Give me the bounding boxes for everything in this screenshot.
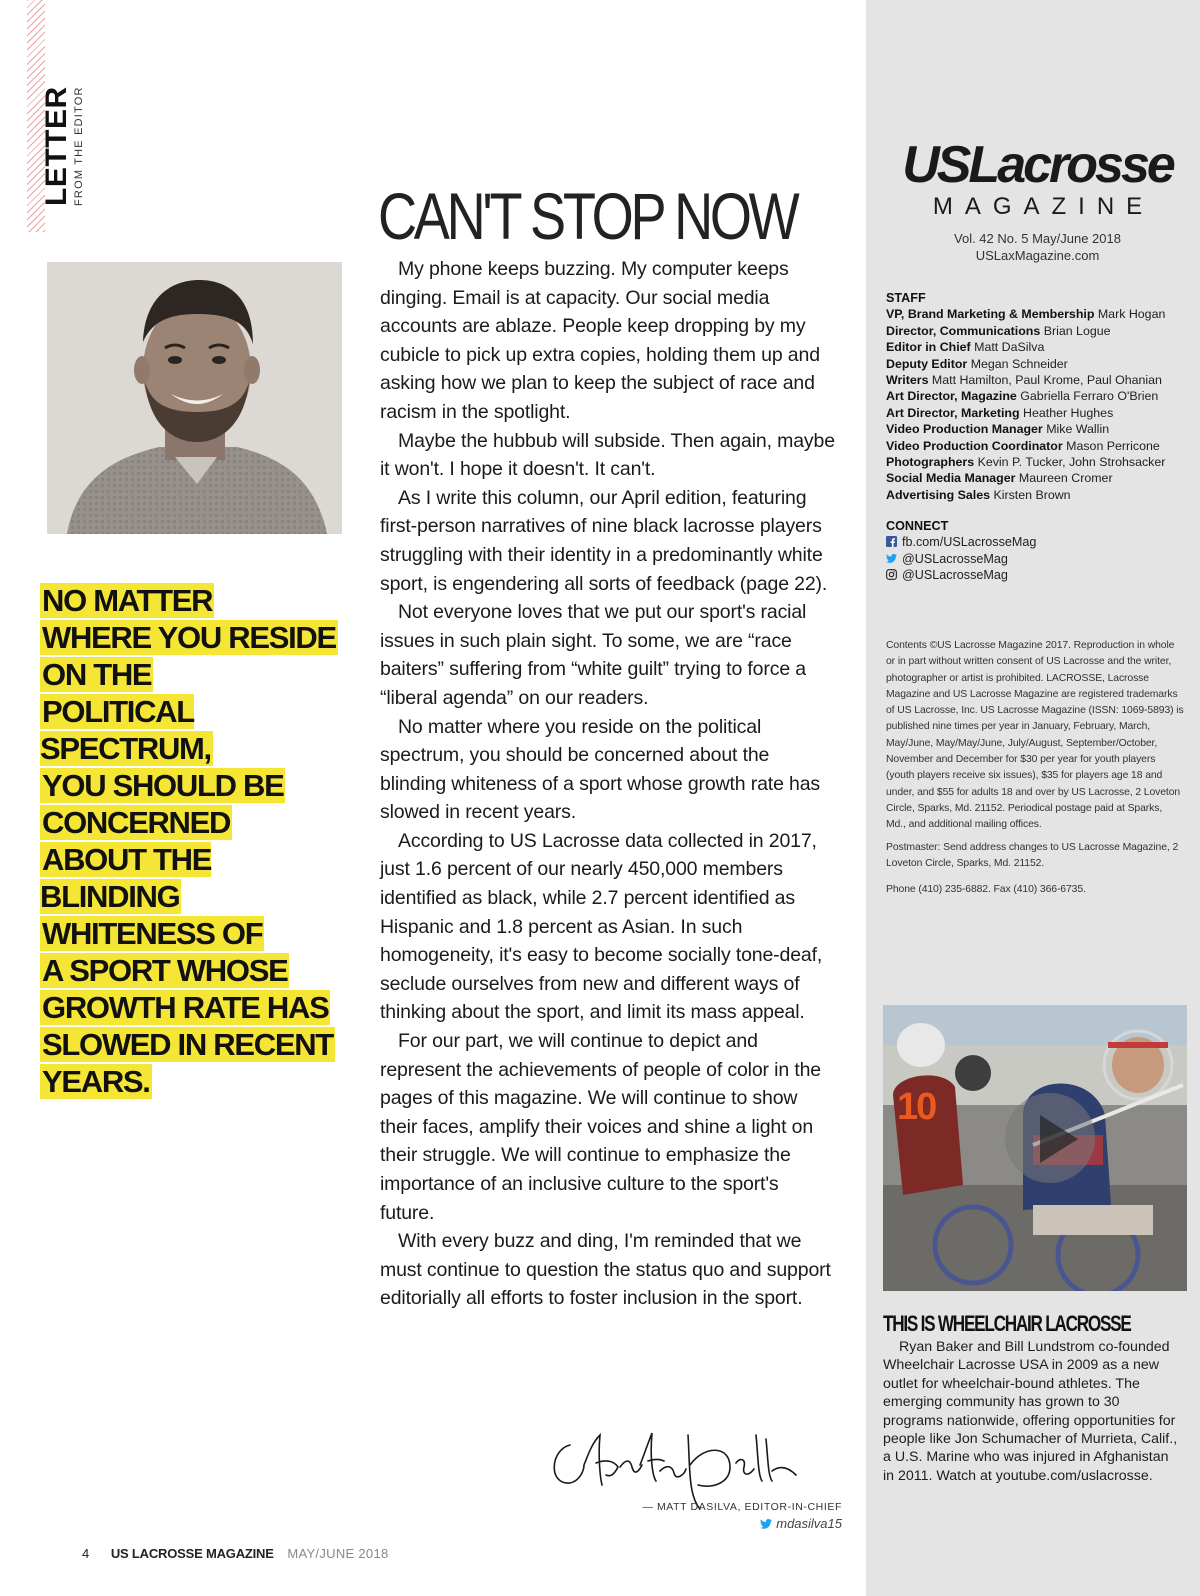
- pull-quote-line: ABOUT THE BLINDING: [40, 842, 212, 914]
- body-paragraph: Not everyone loves that we put our sport's racial issues in such plain sight. To some, we are “race baiters” suffering from “white guilt” trying to force a “liberal agenda” on our readers.: [380, 601, 807, 709]
- pull-quote-line: NO MATTER: [42, 583, 213, 618]
- editor-portrait-illustration: [47, 262, 342, 534]
- staff-row: [886, 454, 1186, 470]
- staff-name: Mike Wallin: [1046, 422, 1110, 437]
- issue-volume: Vol. 42 No. 5 May/June 2018: [954, 231, 1121, 246]
- pull-quote-line: SLOWED IN RECENT: [42, 1027, 333, 1062]
- twitter-icon: [760, 1519, 772, 1529]
- staff-name: Gabriella Ferraro O'Brien: [1020, 389, 1159, 404]
- staff-role: Editor in Chief: [886, 340, 971, 355]
- staff-heading: STAFF: [886, 291, 926, 305]
- staff-row: [886, 438, 1186, 454]
- staff-name: Heather Hughes: [1023, 405, 1114, 420]
- play-icon[interactable]: [1040, 1115, 1078, 1163]
- staff-name: Brian Logue: [1043, 323, 1111, 338]
- facebook-icon: [886, 536, 897, 547]
- connect-heading: CONNECT: [886, 519, 949, 533]
- staff-role: Advertising Sales: [886, 487, 990, 502]
- article-headline: CAN'T STOP NOW: [378, 179, 797, 253]
- footer-magazine-name: US LACROSSE MAGAZINE: [110, 1546, 274, 1561]
- staff-name: Kevin P. Tucker, John Strohsacker: [977, 455, 1166, 470]
- staff-name: Kirsten Brown: [993, 487, 1071, 502]
- copyright-text: Contents ©US Lacrosse Magazine 2017. Reproduction in whole or in part without written consent of US Lacrosse and the writer, photographer or artist is prohibited. LACROSSE, Lacrosse Magazine and US Lacrosse Magazine are registered trademarks of US Lacrosse, Inc. US Lacrosse Magazine (ISSN: 1069-5893) is published nine times per year in January, February, March, May/June, May/May/June, July/August, September/October, November and December for $30 per year for youth players (youth players receive six issues), $35 for players age 18 and under, and $55 for adults 18 and over by US Lacrosse, 2 Loveton Circle, Sparks, Md. 21152. Periodical postage paid at Sparks, Md., and additional mailing offices.: [886, 640, 1184, 831]
- connect-twitter[interactable]: [886, 551, 1186, 567]
- body-paragraph: For our part, we will continue to depict and represent the achievements of people of color in the pages of this magazine. We will continue to show their faces, amplify their voices and shine a light on their struggle. We will continue to emphasize the importance of an inclusive culture to the sport's future.: [380, 1030, 821, 1224]
- instagram-icon: [886, 569, 897, 580]
- signature-handle-text: mdasilva15: [776, 1516, 842, 1531]
- footer-issue-date: MAY/JUNE 2018: [287, 1546, 389, 1561]
- video-description: Ryan Baker and Bill Lundstrom co-founded Wheelchair Lacrosse USA in 2009 as a new outlet for wheelchair-bound athletes. The emerging community has grown to 30 programs nationwide, offering opportunities for people like Jon Schumacher of Murrieta, Calif., a U.S. Marine who was injured in Afghanistan in 2011. Watch at youtube.com/uslacrosse.: [883, 1339, 1178, 1484]
- staff-name: Matt DaSilva: [974, 340, 1045, 355]
- pull-quote-line: ON THE: [42, 657, 152, 692]
- logo-subtitle: MAGAZINE: [932, 193, 1155, 220]
- staff-row: [886, 487, 1186, 503]
- pull-quote-line: YOU SHOULD BE: [42, 768, 284, 803]
- article-body: [380, 255, 836, 1313]
- staff-role: Deputy Editor: [886, 356, 968, 371]
- jersey-number: 10: [897, 1086, 936, 1128]
- pull-quote-line: A SPORT WHOSE: [42, 953, 288, 988]
- postmaster-text: Postmaster: Send address changes to US Lacrosse Magazine, 2 Loveton Circle, Sparks, Md. 21152.: [886, 841, 1179, 869]
- connect-list: [886, 518, 1186, 584]
- staff-row: [886, 356, 1186, 372]
- body-paragraph: Maybe the hubbub will subside. Then again, maybe it won't. I hope it doesn't. It can't.: [380, 429, 835, 481]
- pull-quote-line: WHERE YOU RESIDE: [42, 620, 336, 655]
- staff-role: Photographers: [886, 455, 975, 470]
- phone-fax-text: Phone (410) 235-6882. Fax (410) 366-6735.: [886, 884, 1086, 896]
- body-paragraph: As I write this column, our April edition, featuring first-person narratives of nine black lacrosse players struggling with their identity in a predominantly white sport, is engendering all sorts of feedback (page 22).: [380, 486, 828, 595]
- magazine-logo: [900, 138, 1175, 220]
- staff-row: [886, 405, 1186, 421]
- staff-role: Video Production Manager: [886, 422, 1043, 437]
- staff-row: [886, 306, 1186, 322]
- body-paragraph: With every buzz and ding, I'm reminded that we must continue to question the status quo and support editorially all efforts to foster inclusion in the sport.: [380, 1230, 831, 1310]
- staff-name: Maureen Cromer: [1018, 471, 1113, 486]
- staff-role: Social Media Manager: [886, 471, 1016, 486]
- pull-quote-line: YEARS.: [42, 1064, 150, 1099]
- section-label: [40, 74, 85, 206]
- pull-quote: [40, 582, 340, 1100]
- staff-role: Director, Communications: [886, 323, 1041, 338]
- editor-signature: [540, 1415, 800, 1510]
- editor-portrait: [47, 262, 342, 534]
- pull-quote-line: CONCERNED: [42, 805, 231, 840]
- pull-quote-line: WHITENESS OF: [42, 916, 263, 951]
- staff-row: [886, 372, 1186, 388]
- staff-role: Art Director, Magazine: [886, 389, 1017, 404]
- connect-facebook-text: fb.com/USLacrosseMag: [902, 535, 1037, 550]
- staff-role: Video Production Coordinator: [886, 438, 1063, 453]
- body-paragraph: According to US Lacrosse data collected in 2017, just 1.6 percent of our nearly 450,000 members identified as black, while 2.7 percent identified as Hispanic and 1.8 percent as Asian. In such homogeneity, it's easy to become socially tone-deaf, seclude ourselves from new and different ways of thinking about the sport, and limit its mass appeal.: [380, 829, 823, 1024]
- legal-notice: [886, 638, 1184, 904]
- signature-credit: — MATT DASILVA, EDITOR-IN-CHIEF: [642, 1501, 842, 1513]
- page-number: 4: [82, 1546, 90, 1561]
- issue-info: [900, 230, 1175, 264]
- body-paragraph: My phone keeps buzzing. My computer keeps dinging. Email is at capacity. Our social media accounts are ablaze. People keep dropping by my cubicle to pick up extra copies, holding them up and asking how we plan to keep the subject of race and racism in the spotlight.: [380, 258, 820, 423]
- staff-list: [886, 290, 1186, 503]
- connect-facebook[interactable]: [886, 534, 1186, 550]
- staff-role: VP, Brand Marketing & Membership: [886, 307, 1095, 322]
- staff-row: [886, 339, 1186, 355]
- staff-name: Mason Perricone: [1066, 438, 1160, 453]
- staff-row: [886, 421, 1186, 437]
- staff-name: Mark Hogan: [1097, 307, 1166, 322]
- section-label-subtitle: FROM THE EDITOR: [73, 86, 85, 206]
- staff-role: Art Director, Marketing: [886, 405, 1020, 420]
- body-paragraph: No matter where you reside on the political spectrum, you should be concerned about the blinding whiteness of a sport whose growth rate has slowed in recent years.: [380, 715, 821, 824]
- connect-instagram-text: @USLacrosseMag: [902, 568, 1008, 583]
- staff-row: [886, 388, 1186, 404]
- logo-wordmark: USLacrosse: [902, 136, 1173, 194]
- video-title: THIS IS WHEELCHAIR LACROSSE: [883, 1311, 1131, 1336]
- staff-row: [886, 470, 1186, 486]
- staff-role: Writers: [886, 373, 929, 388]
- connect-instagram[interactable]: [886, 567, 1186, 583]
- pull-quote-line: GROWTH RATE HAS: [42, 990, 329, 1025]
- connect-twitter-text: @USLacrosseMag: [902, 551, 1008, 566]
- section-label-title: LETTER: [40, 86, 73, 206]
- magazine-website[interactable]: USLaxMagazine.com: [975, 248, 1100, 263]
- staff-row: [886, 323, 1186, 339]
- signature-handle[interactable]: [600, 1516, 842, 1532]
- page-footer: [82, 1546, 389, 1562]
- twitter-icon: [886, 553, 897, 564]
- pull-quote-line: POLITICAL SPECTRUM,: [40, 694, 211, 766]
- staff-name: Matt Hamilton, Paul Krome, Paul Ohanian: [931, 373, 1162, 388]
- staff-name: Megan Schneider: [970, 356, 1068, 371]
